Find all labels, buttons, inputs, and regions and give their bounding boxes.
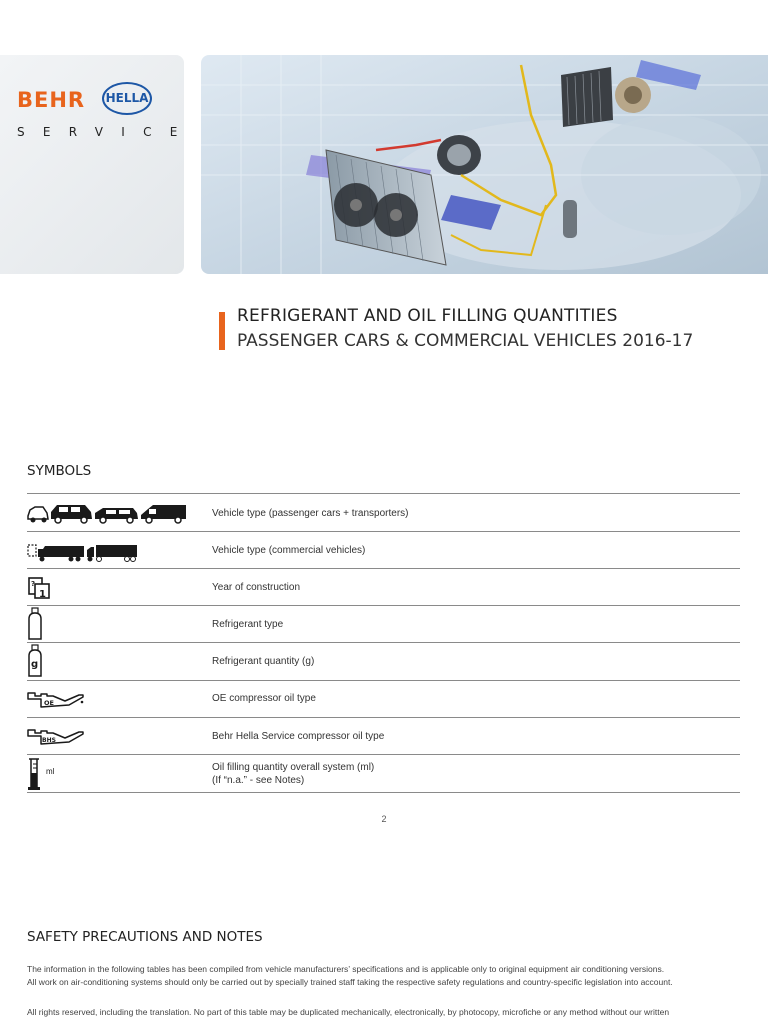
calendar-icon <box>27 576 51 605</box>
svg-text:BHS: BHS <box>42 737 56 744</box>
refrigerant-bottle-icon <box>27 607 45 646</box>
symbol-desc-oil-quantity: Oil filling quantity overall system (ml) <box>212 762 375 773</box>
table-divider <box>27 680 740 681</box>
symbol-desc-passenger-cars: Vehicle type (passenger cars + transporters) <box>212 508 409 519</box>
symbol-desc-oe-oil: OE compressor oil type <box>212 693 316 704</box>
symbol-desc-refrigerant-quantity: Refrigerant quantity (g) <box>212 656 315 667</box>
refrigerant-quantity-icon <box>27 644 45 683</box>
table-divider <box>27 642 740 643</box>
page-subtitle: PASSENGER CARS & COMMERCIAL VEHICLES 2016-17 <box>237 331 694 351</box>
safety-paragraph-line: The information in the following tables has been compiled from vehicle manufacturers’ specifications and is applicable only to original equipment air conditioning versions. <box>27 964 665 974</box>
service-wordmark: SERVICE <box>17 125 196 139</box>
hella-logo-text: HELLA <box>105 91 149 105</box>
table-divider <box>27 605 740 606</box>
title-accent-bar <box>219 312 225 350</box>
symbols-heading: SYMBOLS <box>27 463 92 479</box>
passenger-cars-icon <box>27 503 189 530</box>
measuring-cylinder-icon <box>27 757 43 796</box>
symbol-desc-trucks: Vehicle type (commercial vehicles) <box>212 545 366 556</box>
symbol-desc-oil-quantity-note: (If “n.a.” - see Notes) <box>212 775 305 786</box>
table-divider <box>27 568 740 569</box>
behr-logo: BEHR <box>17 88 86 112</box>
page-number: 2 <box>381 814 387 824</box>
table-divider <box>27 717 740 718</box>
ml-label: ml <box>46 767 55 776</box>
table-divider <box>27 531 740 532</box>
svg-text:?: ? <box>31 580 36 588</box>
safety-paragraph-line: All work on air-conditioning systems should only be carried out by specially trained staff taking the respective safety regulations and country-specific legislation into account. <box>27 977 673 987</box>
symbol-desc-year: Year of construction <box>212 582 301 593</box>
safety-heading: SAFETY PRECAUTIONS AND NOTES <box>27 929 263 945</box>
svg-text:g: g <box>31 659 39 670</box>
rights-paragraph-line: All rights reserved, including the translation. No part of this table may be duplicated mechanically, electronically, by photocopy, microfiche or any method without our written <box>27 1007 670 1017</box>
svg-text:1: 1 <box>39 589 46 600</box>
table-divider <box>27 754 740 755</box>
oe-oil-can-icon <box>27 689 85 716</box>
table-divider <box>27 493 740 494</box>
page-title: REFRIGERANT AND OIL FILLING QUANTITIES <box>237 306 618 326</box>
trucks-icon <box>27 541 139 568</box>
table-divider <box>27 792 740 793</box>
symbol-desc-refrigerant-type: Refrigerant type <box>212 619 284 630</box>
hero-image <box>201 55 768 274</box>
symbol-desc-bhs-oil: Behr Hella Service compressor oil type <box>212 731 385 742</box>
svg-text:OE: OE <box>44 699 54 707</box>
